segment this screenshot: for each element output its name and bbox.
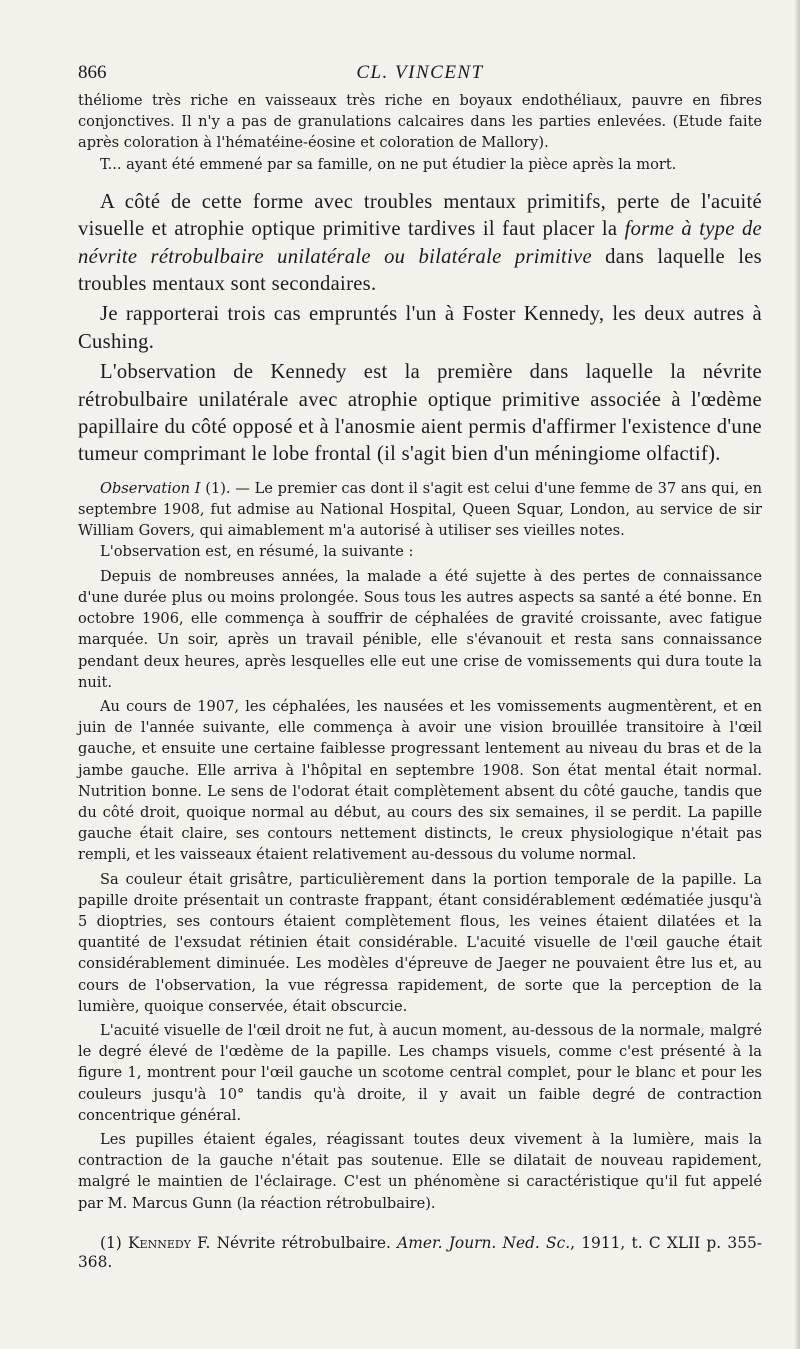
text-segment: dans laquelle les troubles mentaux sont secondaires. bbox=[78, 245, 762, 296]
paragraph-observation-1 bbox=[78, 478, 762, 542]
text-segment: A côté de cette forme avec troubles mentaux primitifs, perte de l'acuité visuelle et atrophie optique primitive tardives il faut placer la bbox=[78, 190, 762, 241]
paragraph-continuation: théliome très riche en vaisseaux très riche en boyaux endothéliaux, pauvre en fibres conjonctives. Il n'y a pas de granulations calcaires dans les parties enlevées. (Etude faite après coloration à l'hématéine-éosine et coloration de Mallory). bbox=[78, 92, 762, 152]
footnote-journal: Amer. Journ. Ned. Sc. bbox=[397, 1233, 571, 1252]
footnote-author-initial: F. Névrite rétrobulbaire. bbox=[190, 1233, 398, 1252]
paragraph-history: Depuis de nombreuses années, la malade a été sujette à des pertes de connaissance d'une durée plus ou moins prolongée. Sous tous les autres aspects sa santé a été bonne. En octobre 1906, elle commença à souffrir de céphalées de gravité croissante, avec fatigue marquée. Un soir, après un travail pénible, elle s'évanouit et resta sans connaissance pendant deux heures, après lesquelles elle eut une crise de vomissements qui dura toute la nuit. bbox=[78, 567, 762, 691]
footnote-rest: , 1911, t. C XLII p. 355-368. bbox=[78, 1233, 762, 1271]
paragraph-color: Sa couleur était grisâtre, particulièrement dans la portion temporale de la papille. La papille droite présentait un contraste frappant, étant considérablement œdématiée jusqu'à 5 dioptries, ses contours étaient complètement flous, les veines étaient dilatées et la quantité de l'exsudat rétinien était considérable. L'acuité visuelle de l'œil gauche était considérablement diminuée. Les modèles d'épreuve de Jaeger ne pouvaient être lus et, au cours de l'observation, la vue régressa rapidement, de sorte que la perception de la lumière, quoique conservée, était obscurcie. bbox=[78, 870, 762, 1015]
page-number: 866 bbox=[78, 62, 107, 83]
paragraph-summary-intro: L'observation est, en résumé, la suivante : bbox=[100, 543, 414, 561]
page-header bbox=[78, 62, 762, 90]
footnote bbox=[78, 1234, 762, 1272]
paragraph-retrobulbar-form bbox=[78, 189, 762, 299]
text-segment: (1). — Le premier cas dont il s'agit est celui d'une femme de 37 ans qui, en septembre 1908, fut admise au National Hospital, Queen Squar, London, au service de sir William Govers, qui aimablement m'a autorisé à utiliser ses vieilles notes. bbox=[78, 479, 762, 540]
paragraph-family: T... ayant été emmené par sa famille, on ne put étudier la pièce après la mort. bbox=[100, 155, 677, 173]
paragraph-pupils: Les pupilles étaient égales, réagissant toutes deux vivement à la lumière, mais la contraction de la gauche n'était pas soutenue. Elle se dilatait de nouveau rapidement, malgré le maintien de l'éclairage. C'est un phénomène si caractéristique qu'il fut appelé par M. Marcus Gunn (la réaction rétrobulbaire). bbox=[78, 1130, 762, 1212]
page-edge-shadow bbox=[794, 0, 800, 1349]
footnote-author: Kennedy bbox=[128, 1233, 191, 1252]
paragraph-acuity: L'acuité visuelle de l'œil droit ne fut, à aucun moment, au-dessous de la normale, malgré le degré élevé de l'œdème de la papille. Les champs visuels, comme c'est présenté à la figure 1, montrent pour l'œil gauche un scotome central complet, pour le blanc et pour les couleurs jusqu'à 10° tandis qu'à droite, il y avait un faible degré de contraction concentrique général. bbox=[78, 1021, 762, 1124]
observation-title: Observation I bbox=[100, 479, 201, 497]
running-title: CL. VINCENT bbox=[356, 62, 484, 83]
paragraph-1907: Au cours de 1907, les céphalées, les nausées et les vomissements augmentèrent, et en juin de l'année suivante, elle commença à avoir une vision brouillée transitoire à l'œil gauche, et ensuite une certaine faiblesse progressant lentement au niveau du bras et de la jambe gauche. Elle arriva à l'hôpital en septembre 1908. Son état mental était normal. Nutrition bonne. Le sens de l'odorat était complètement absent du côté gauche, tandis que du côté droit, quoique normal au début, au cours des six semaines, il se perdit. La papille gauche était claire, ses contours nettement distincts, le creux physiologique n'était pas rempli, et les vaisseaux étaient relativement au-dessous du volume normal. bbox=[78, 697, 762, 864]
paragraph-kennedy: L'observation de Kennedy est la première dans laquelle la névrite rétrobulbaire unilatérale avec atrophie optique primitive associée à l'œdème papillaire du côté opposé et à l'anosmie aient permis d'affirmer l'existence d'une tumeur comprimant le lobe frontal (il s'agit bien d'un méningiome olfactif). bbox=[78, 361, 762, 466]
emphasis-text: forme à type de névrite rétrobulbaire unilatérale ou bilatérale primitive bbox=[78, 218, 762, 268]
page-body bbox=[78, 62, 762, 1272]
paragraph-cases: Je rapporterai trois cas empruntés l'un à Foster Kennedy, les deux autres à Cushing. bbox=[78, 303, 762, 353]
footnote-number: (1) bbox=[100, 1233, 129, 1252]
